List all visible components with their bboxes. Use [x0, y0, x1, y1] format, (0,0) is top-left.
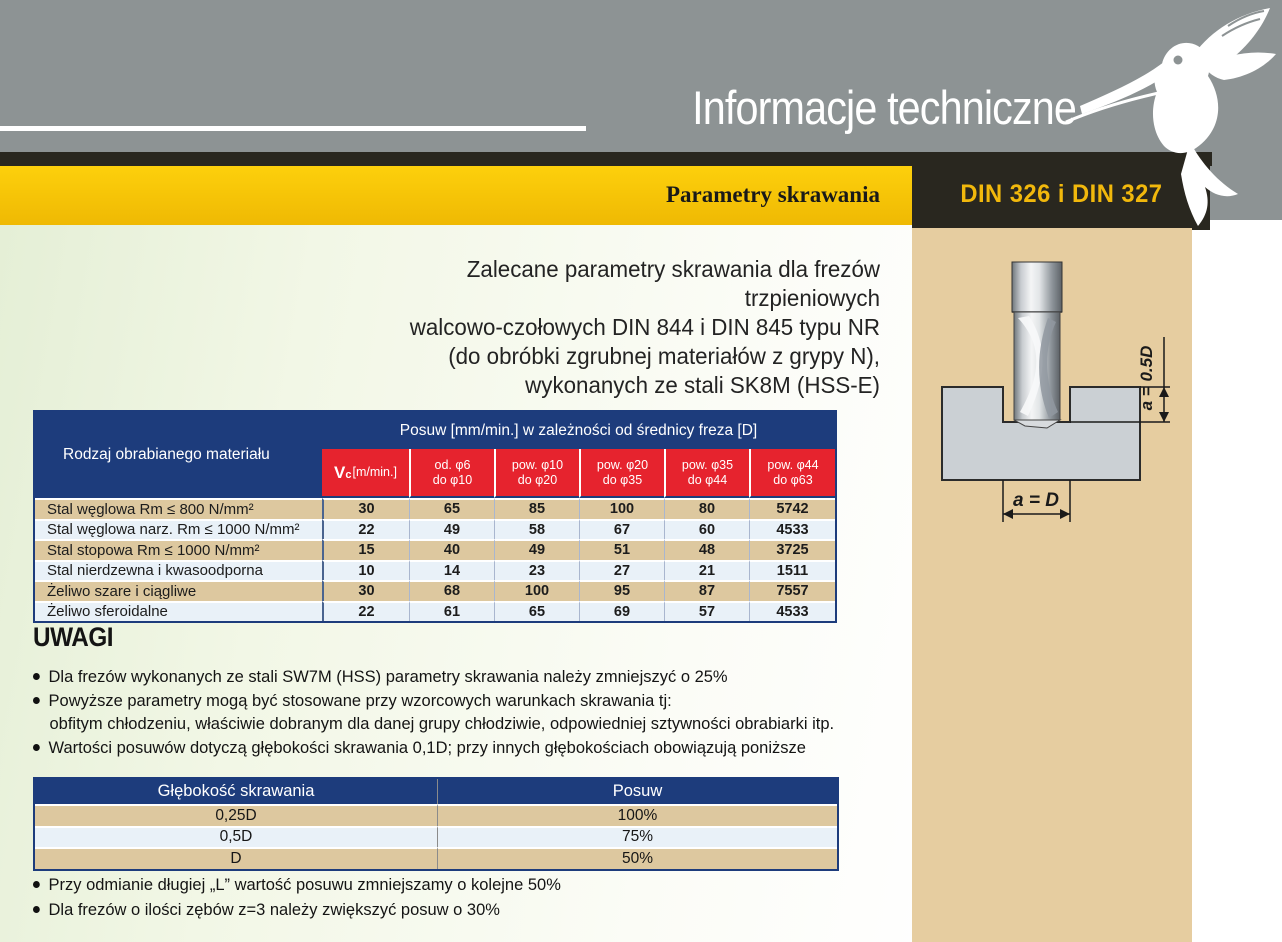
hummingbird-logo-icon: [1078, 4, 1282, 226]
feed-cell: 65: [494, 601, 579, 622]
depth-cell: 0,5D: [35, 826, 437, 848]
feed-cell: 49: [494, 539, 579, 560]
feed-cell: 49: [409, 519, 494, 540]
feed-header: Posuw: [437, 779, 837, 804]
feed-cell: 4533: [749, 519, 835, 540]
feed-span-header: Posuw [mm/min.] w zależności od średnicy freza [D]: [322, 412, 835, 449]
bullet-icon: [33, 697, 40, 704]
feed-cell: 23: [494, 560, 579, 581]
depth-header: Głębokość skrawania: [35, 779, 437, 804]
intro-line: Zalecane parametry skrawania dla frezów trzpieniowych: [466, 256, 880, 311]
intro-line: walcowo-czołowych DIN 844 i DIN 845 typu NR: [409, 314, 880, 340]
feed-cell: 100: [494, 580, 579, 601]
feed-cell: 60: [664, 519, 749, 540]
feed-cell: 61: [409, 601, 494, 622]
note-line: Powyższe parametry mogą być stosowane przy wzorcowych warunkach skrawania tj:: [33, 689, 887, 713]
vc-column-header: [322, 449, 409, 498]
depth-cell: 0,25D: [35, 804, 437, 826]
milling-diagram: [930, 252, 1182, 532]
feed-cell: 75%: [437, 826, 837, 848]
feed-cell: 21: [664, 560, 749, 581]
depth-feed-table: [33, 777, 839, 871]
feed-cell: 85: [494, 498, 579, 519]
feed-cell: 57: [664, 601, 749, 622]
feed-cell: 3725: [749, 539, 835, 560]
note-line: Wartości posuwów dotyczą głębokości skrawania 0,1D; przy innych głębokościach obowiązują poniższe: [33, 736, 887, 760]
section-label: Parametry skrawania: [666, 182, 880, 207]
vc-subscript: c: [345, 469, 352, 481]
feed-cell: 4533: [749, 601, 835, 622]
vc-unit: [m/min.]: [352, 465, 397, 479]
diameter-column-header: od. φ6 do φ10: [409, 449, 494, 498]
note-line-continuation: obfitym chłodzeniu, właściwie dobranym dla danej grupy chłodziwie, odpowiedniej sztywności obrabiarki itp.: [49, 714, 835, 733]
depth-cell: D: [35, 847, 437, 869]
vc-cell: 22: [322, 519, 409, 540]
feed-cell: 100: [579, 498, 664, 519]
feed-cell: 68: [409, 580, 494, 601]
bullet-icon: [33, 673, 40, 680]
page-title: Informacje techniczne: [692, 81, 1076, 134]
material-cell: Żeliwo sferoidalne: [35, 601, 322, 622]
diameter-column-header: pow. φ35 do φ44: [664, 449, 749, 498]
feed-cell: 95: [579, 580, 664, 601]
feed-cell: 40: [409, 539, 494, 560]
diameter-column-header: pow. φ10 do φ20: [494, 449, 579, 498]
cutting-parameters-table: [33, 410, 837, 623]
width-dimension-label: a = D: [1013, 490, 1059, 511]
feed-cell: 80: [664, 498, 749, 519]
diameter-column-header: pow. φ20 do φ35: [579, 449, 664, 498]
footnotes: [33, 872, 793, 922]
vc-cell: 30: [322, 580, 409, 601]
bullet-icon: [33, 744, 40, 751]
feed-cell: 69: [579, 601, 664, 622]
material-column-header: Rodzaj obrabianego materiału: [35, 412, 322, 498]
vc-cell: 10: [322, 560, 409, 581]
vc-symbol: V: [334, 463, 346, 482]
bullet-icon: [33, 906, 40, 913]
feed-cell: 14: [409, 560, 494, 581]
vc-cell: 22: [322, 601, 409, 622]
material-cell: Żeliwo szare i ciągliwe: [35, 580, 322, 601]
depth-dimension-label: a = 0.5D: [1137, 345, 1156, 411]
vc-cell: 15: [322, 539, 409, 560]
bullet-icon: [33, 881, 40, 888]
feed-cell: 65: [409, 498, 494, 519]
material-cell: Stal węglowa narz. Rm ≤ 1000 N/mm²: [35, 519, 322, 540]
feed-cell: 5742: [749, 498, 835, 519]
notes-heading: UWAGI: [33, 622, 114, 652]
material-cell: Stal nierdzewna i kwasoodporna: [35, 560, 322, 581]
feed-cell: 48: [664, 539, 749, 560]
feed-cell: 87: [664, 580, 749, 601]
feed-cell: 100%: [437, 804, 837, 826]
feed-cell: 58: [494, 519, 579, 540]
note-line: Dla frezów wykonanych ze stali SW7M (HSS) parametry skrawania należy zmniejszyć o 25%: [33, 665, 887, 689]
feed-cell: 51: [579, 539, 664, 560]
footnote-line: Dla frezów o ilości zębów z=3 należy zwiększyć posuw o 30%: [33, 897, 770, 922]
footnote-line: Przy odmianie długiej „L” wartość posuwu zmniejszamy o kolejne 50%: [33, 872, 770, 897]
material-cell: Stal stopowa Rm ≤ 1000 N/mm²: [35, 539, 322, 560]
cutter-shank: [1012, 262, 1062, 312]
vc-cell: 30: [322, 498, 409, 519]
diameter-column-header: pow. φ44 do φ63: [749, 449, 835, 498]
intro-line: wykonanych ze stali SK8M (HSS-E): [525, 372, 880, 398]
notes-section: [33, 622, 913, 759]
feed-cell: 50%: [437, 847, 837, 869]
feed-cell: 7557: [749, 580, 835, 601]
material-cell: Stal węglowa Rm ≤ 800 N/mm²: [35, 498, 322, 519]
intro-line: (do obróbki zgrubnej materiałów z grypy N),: [448, 343, 880, 369]
feed-cell: 67: [579, 519, 664, 540]
feed-cell: 1511: [749, 560, 835, 581]
intro-paragraph: [329, 255, 880, 400]
din-label: DIN 326 i DIN 327: [959, 179, 1163, 208]
feed-cell: 27: [579, 560, 664, 581]
